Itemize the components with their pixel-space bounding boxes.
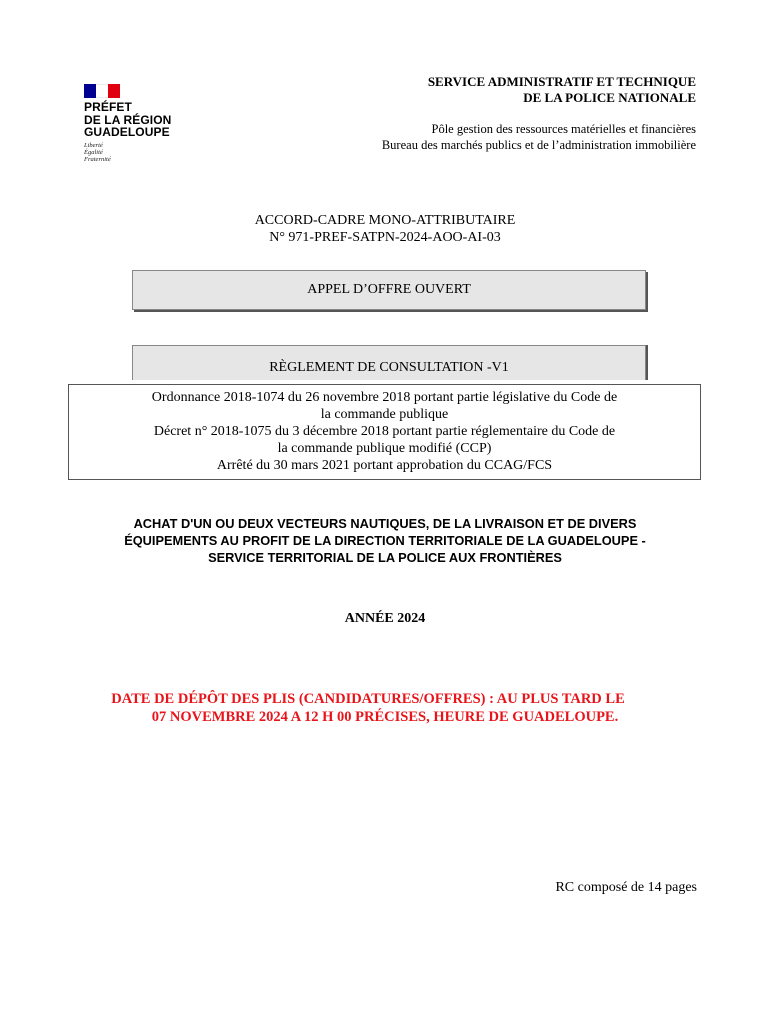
reglement-box: RÈGLEMENT DE CONSULTATION -V1 <box>132 345 646 380</box>
bureau-line: Bureau des marchés publics et de l’administration immobilière <box>381 137 696 152</box>
logo-line-3: GUADELOUPE <box>84 125 170 139</box>
title-line-2: ÉQUIPEMENTS AU PROFIT DE LA DIRECTION TERRITORIALE DE LA GUADELOUPE - <box>124 533 646 548</box>
document-title <box>0 515 770 566</box>
deadline-line-1: DATE DE DÉPÔT DES PLIS (CANDIDATURES/OFFRES) : AU PLUS TARD LE <box>111 691 625 707</box>
logo-line-1: PRÉFET <box>84 100 132 114</box>
year-label: ANNÉE 2024 <box>344 611 426 626</box>
logo-line-2: DE LA RÉGION <box>84 112 172 127</box>
service-line-1: SERVICE ADMINISTRATIF ET TECHNIQUE <box>427 74 696 89</box>
logo-text <box>84 101 194 139</box>
motto-fraternite: Fraternité <box>84 155 111 163</box>
title-line-1: ACHAT D'UN OU DEUX VECTEURS NAUTIQUES, DE LA LIVRAISON ET DE DIVERS <box>133 516 637 531</box>
republic-motto <box>84 142 194 163</box>
accord-number: N° 971-PREF-SATPN-2024-AOO-AI-03 <box>269 230 501 245</box>
service-line-2: DE LA POLICE NATIONALE <box>523 89 696 105</box>
accord-cadre-reference <box>0 212 770 246</box>
marianne-flag-icon <box>84 84 120 98</box>
motto-liberte: Liberté <box>84 141 103 149</box>
procedure-type-box: APPEL D’OFFRE OUVERT <box>132 270 646 310</box>
legal-line-2: la commande publique <box>320 407 449 422</box>
accord-type: ACCORD-CADRE MONO-ATTRIBUTAIRE <box>254 213 516 228</box>
legal-references-box <box>68 384 701 480</box>
legal-line-5: Arrêté du 30 mars 2021 portant approbation du CCAG/FCS <box>216 458 553 473</box>
pole-line: Pôle gestion des ressources matérielles et financières <box>431 122 696 136</box>
title-line-3: SERVICE TERRITORIAL DE LA POLICE AUX FRONTIÈRES <box>208 550 562 565</box>
legal-line-3: Décret n° 2018-1075 du 3 décembre 2018 portant partie réglementaire du Code de <box>153 424 616 439</box>
deadline-line-2: 07 NOVEMBRE 2024 A 12 H 00 PRÉCISES, HEURE DE GUADELOUPE. <box>151 709 619 725</box>
issuing-service-header <box>382 74 696 153</box>
page-count: RC composé de 14 pages <box>555 880 697 895</box>
submission-deadline <box>0 690 770 726</box>
legal-line-4: la commande publique modifié (CCP) <box>277 441 492 456</box>
motto-egalite: Égalité <box>84 148 103 156</box>
prefecture-logo <box>84 84 194 163</box>
legal-line-1: Ordonnance 2018-1074 du 26 novembre 2018 portant partie législative du Code de <box>151 390 618 405</box>
